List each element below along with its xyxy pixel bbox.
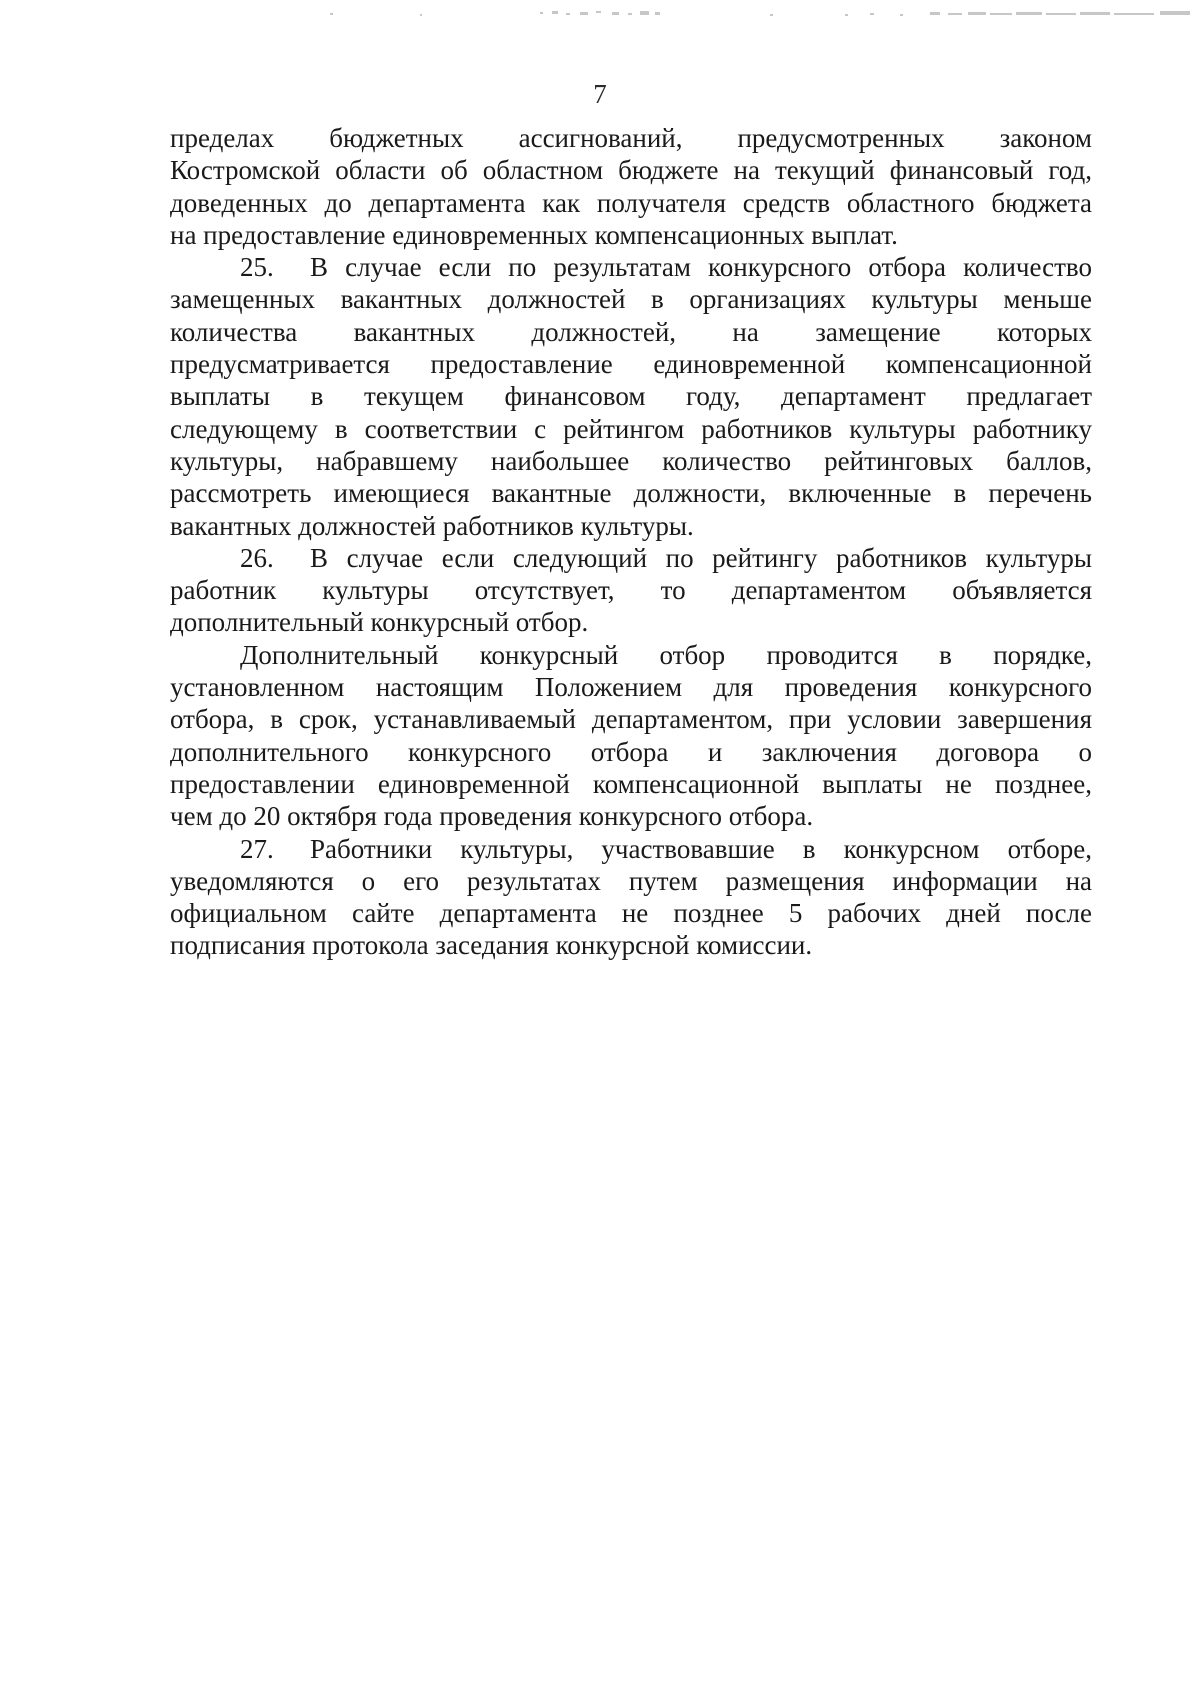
- text-line-first: [170, 251, 1092, 283]
- paragraph-27: [170, 833, 1092, 962]
- text-line: на предоставление единовременных компенсационных выплат.: [170, 219, 898, 250]
- text-line: Костромской области об областном бюджете на текущий финансовый год,: [170, 155, 1092, 186]
- text-line-first: [170, 542, 1092, 574]
- text-line-first: [170, 833, 1092, 865]
- text-line: культуры, набравшему наибольшее количество рейтинговых баллов,: [170, 445, 1092, 476]
- paragraph-25: [170, 251, 1092, 542]
- text-line: установленном настоящим Положением для проведения конкурсного: [170, 672, 1092, 703]
- text-line: дополнительный конкурсный отбор.: [170, 607, 589, 638]
- text-line: выплаты в текущем финансовом году, департамент предлагает: [170, 381, 1092, 412]
- text-line: работник культуры отсутствует, то департаментом объявляется: [170, 575, 1092, 606]
- document-body: [170, 122, 1092, 962]
- text-line: предусматривается предоставление единовременной компенсационной: [170, 349, 1092, 380]
- page-number: 7: [593, 79, 607, 109]
- paragraph-26-additional: [170, 639, 1092, 833]
- text-line: предоставлении единовременной компенсационной выплаты не позднее,: [170, 768, 1092, 799]
- first-line-text: В случае если по результатам конкурсного отбора количество: [310, 252, 1092, 283]
- text-line: отбора, в срок, устанавливаемый департаментом, при условии завершения: [170, 704, 1092, 735]
- text-line: дополнительного конкурсного отбора и заключения договора о: [170, 736, 1092, 767]
- text-line: официальном сайте департамента не позднее 5 рабочих дней после: [170, 898, 1092, 929]
- text-line: чем до 20 октября года проведения конкурсного отбора.: [170, 801, 814, 832]
- paragraph-26: [170, 542, 1092, 639]
- first-line-text: Работники культуры, участвовавшие в конкурсном отборе,: [310, 833, 1092, 864]
- text-line: пределах бюджетных ассигнований, предусмотренных законом: [170, 123, 1092, 153]
- text-line: вакантных должностей работников культуры.: [170, 510, 694, 541]
- paragraph-continuation: [170, 122, 1092, 251]
- first-line-text: В случае если следующий по рейтингу работников культуры: [310, 542, 1092, 573]
- text-line: следующему в соответствии с рейтингом работников культуры работнику: [170, 413, 1092, 444]
- scan-noise-top-edge: [0, 0, 1200, 30]
- text-line: подписания протокола заседания конкурсной комиссии.: [170, 930, 813, 961]
- paragraph-number: 26.: [240, 542, 274, 573]
- text-line: количества вакантных должностей, на замещение которых: [170, 316, 1092, 347]
- paragraph-number: 27.: [240, 833, 274, 864]
- paragraph-number: 25.: [240, 252, 274, 283]
- text-line-first: Дополнительный конкурсный отбор проводится в порядке,: [240, 639, 1092, 670]
- text-line: рассмотреть имеющиеся вакантные должности, включенные в перечень: [170, 478, 1092, 509]
- text-line: замещенных вакантных должностей в организациях культуры меньше: [170, 284, 1092, 315]
- text-line: уведомляются о его результатах путем размещения информации на: [170, 865, 1092, 896]
- text-line: доведенных до департамента как получателя средств областного бюджета: [170, 187, 1092, 218]
